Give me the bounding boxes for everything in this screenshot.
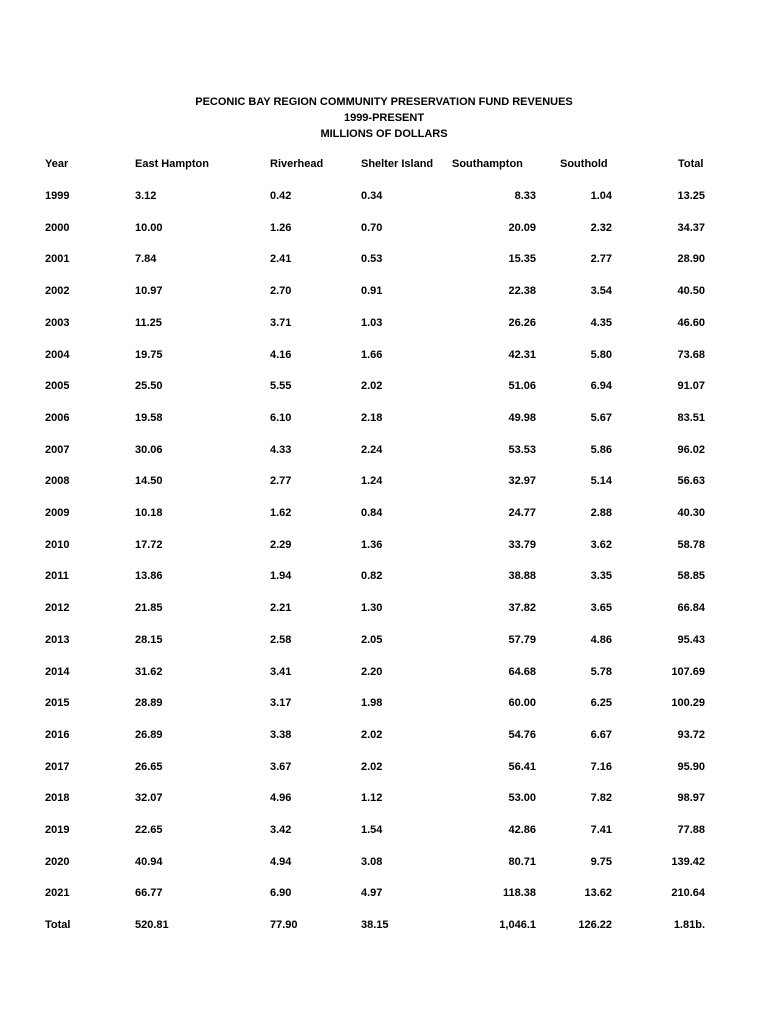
cell-southampton: 24.77 [508,507,536,519]
cell-east-hampton: 26.65 [135,761,163,773]
row-year: 2002 [45,285,70,297]
cell-southampton: 60.00 [508,697,536,709]
row-year: 2011 [45,570,69,582]
row-year: 2005 [45,380,70,392]
row-year: 2018 [45,792,70,804]
cell-southold: 6.25 [590,697,612,709]
cell-east-hampton: 10.00 [135,222,163,234]
table-row [0,727,768,743]
table-row [0,473,768,489]
cell-southold: 5.14 [590,475,612,487]
cell-southampton: 118.38 [502,887,536,899]
row-year: 2000 [45,222,70,234]
table-total-row [0,917,768,933]
row-year: 2015 [45,697,70,709]
header-riverhead: Riverhead [270,158,324,170]
row-year: 2020 [45,856,70,868]
cell-southampton: 1,046.1 [499,919,536,931]
cell-southold: 126.22 [578,919,612,931]
cell-shelter-island: 0.82 [361,570,383,582]
cell-southampton: 37.82 [508,602,536,614]
cell-southold: 3.65 [590,602,612,614]
cell-shelter-island: 2.02 [361,729,383,741]
cell-southold: 1.04 [590,190,612,202]
cell-east-hampton: 26.89 [135,729,163,741]
cell-riverhead: 6.90 [270,887,292,899]
cell-shelter-island: 1.12 [361,792,383,804]
cell-riverhead: 6.10 [270,412,292,424]
cell-total: 91.07 [677,380,705,392]
cell-east-hampton: 22.65 [135,824,163,836]
cell-shelter-island: 1.24 [361,475,383,487]
cell-southampton: 64.68 [508,666,536,678]
cell-total: 93.72 [677,729,705,741]
cell-total: 46.60 [677,317,705,329]
cell-riverhead: 2.21 [270,602,292,614]
row-year: 2008 [45,475,70,487]
cell-southold: 3.54 [590,285,612,297]
row-year: 2001 [45,253,70,265]
cell-southold: 5.67 [590,412,612,424]
cell-shelter-island: 4.97 [361,887,383,899]
cell-southold: 7.41 [590,824,612,836]
cell-southampton: 54.76 [508,729,536,741]
cell-southampton: 42.86 [508,824,536,836]
row-year: 2006 [45,412,70,424]
cell-total: 96.02 [677,444,705,456]
cell-riverhead: 4.96 [270,792,292,804]
cell-southold: 7.16 [590,761,612,773]
cell-shelter-island: 0.91 [361,285,383,297]
cell-shelter-island: 0.70 [361,222,383,234]
cell-total: 34.37 [677,222,705,234]
document-title: PECONIC BAY REGION COMMUNITY PRESERVATION FUND REVENUES [195,96,573,108]
cell-total: 210.64 [671,887,705,899]
cell-shelter-island: 3.08 [361,856,383,868]
cell-east-hampton: 10.97 [135,285,163,297]
cell-east-hampton: 3.12 [135,190,157,202]
cell-east-hampton: 11.25 [135,317,162,329]
cell-riverhead: 1.62 [270,507,292,519]
cell-riverhead: 3.67 [270,761,292,773]
cell-riverhead: 2.58 [270,634,292,646]
cell-riverhead: 2.29 [270,539,292,551]
cell-east-hampton: 17.72 [135,539,163,551]
row-year: 2014 [45,666,70,678]
cell-southold: 5.78 [590,666,612,678]
cell-east-hampton: 66.77 [135,887,163,899]
cell-riverhead: 3.17 [270,697,292,709]
table-row [0,410,768,426]
cell-southold: 5.80 [590,349,612,361]
cell-riverhead: 77.90 [270,919,298,931]
cell-riverhead: 0.42 [270,190,292,202]
row-year: Total [45,919,71,931]
cell-shelter-island: 2.20 [361,666,383,678]
table-row [0,632,768,648]
cell-riverhead: 2.41 [270,253,292,265]
cell-total: 28.90 [677,253,705,265]
document-subtitle-units: MILLIONS OF DOLLARS [320,128,448,140]
cell-shelter-island: 0.84 [361,507,383,519]
cell-riverhead: 2.77 [270,475,292,487]
cell-total: 58.85 [677,570,705,582]
cell-riverhead: 2.70 [270,285,292,297]
cell-shelter-island: 1.54 [361,824,383,836]
cell-riverhead: 3.38 [270,729,292,741]
cell-east-hampton: 30.06 [135,444,163,456]
cell-riverhead: 3.42 [270,824,292,836]
cell-shelter-island: 2.05 [361,634,383,646]
cell-southold: 4.86 [590,634,612,646]
header-east-hampton: East Hampton [135,158,209,170]
cell-total: 73.68 [677,349,705,361]
cell-shelter-island: 1.98 [361,697,383,709]
cell-shelter-island: 2.02 [361,380,383,392]
table-row [0,251,768,267]
table-row [0,822,768,838]
cell-east-hampton: 21.85 [135,602,163,614]
cell-southold: 13.62 [584,887,612,899]
cell-riverhead: 4.16 [270,349,292,361]
cell-east-hampton: 32.07 [135,792,163,804]
table-row [0,188,768,204]
cell-east-hampton: 25.50 [135,380,163,392]
cell-southampton: 49.98 [508,412,536,424]
cell-riverhead: 4.33 [270,444,292,456]
row-year: 2016 [45,729,70,741]
cell-shelter-island: 1.36 [361,539,383,551]
cell-total: 139.42 [671,856,705,868]
header-year: Year [45,158,69,170]
header-southold: Southold [560,158,608,170]
row-year: 2013 [45,634,70,646]
cell-southold: 9.75 [590,856,612,868]
cell-southold: 3.62 [590,539,612,551]
table-row [0,790,768,806]
cell-southampton: 32.97 [508,475,536,487]
table-header-row [0,156,768,172]
cell-east-hampton: 28.89 [135,697,163,709]
cell-shelter-island: 0.34 [361,190,383,202]
cell-shelter-island: 2.02 [361,761,383,773]
cell-southampton: 26.26 [508,317,536,329]
cell-southold: 6.94 [590,380,612,392]
row-year: 2017 [45,761,70,773]
cell-total: 1.81b. [673,919,705,931]
cell-riverhead: 1.94 [270,570,292,582]
table-row [0,664,768,680]
cell-southold: 7.82 [590,792,612,804]
cell-southold: 3.35 [590,570,612,582]
cell-east-hampton: 10.18 [135,507,163,519]
cell-total: 95.43 [677,634,705,646]
cell-total: 83.51 [677,412,705,424]
row-year: 2004 [45,349,70,361]
cell-east-hampton: 28.15 [135,634,163,646]
table-row [0,537,768,553]
cell-shelter-island: 38.15 [361,919,389,931]
cell-southold: 2.88 [590,507,612,519]
cell-east-hampton: 7.84 [135,253,157,265]
row-year: 2003 [45,317,70,329]
cell-southampton: 51.06 [508,380,536,392]
table-row [0,220,768,236]
table-row [0,695,768,711]
cell-east-hampton: 19.58 [135,412,163,424]
cell-east-hampton: 520.81 [135,919,169,931]
cell-riverhead: 1.26 [270,222,292,234]
cell-shelter-island: 1.03 [361,317,383,329]
cell-total: 40.30 [677,507,705,519]
table-row [0,885,768,901]
cell-southold: 4.35 [590,317,612,329]
table-row [0,442,768,458]
cell-east-hampton: 19.75 [135,349,163,361]
cell-southampton: 57.79 [508,634,536,646]
cell-total: 107.69 [671,666,705,678]
cell-southampton: 15.35 [508,253,536,265]
cell-southampton: 20.09 [508,222,536,234]
cell-east-hampton: 40.94 [135,856,163,868]
row-year: 2012 [45,602,70,614]
cell-east-hampton: 31.62 [135,666,163,678]
document-subtitle-period: 1999-PRESENT [343,112,425,124]
cell-southold: 2.32 [590,222,612,234]
cell-southampton: 80.71 [508,856,536,868]
table-row [0,347,768,363]
header-total: Total [678,158,704,170]
cell-total: 56.63 [677,475,705,487]
header-shelter-island: Shelter Island [361,158,434,170]
cell-southampton: 53.00 [508,792,536,804]
cell-southampton: 33.79 [508,539,536,551]
cell-southampton: 38.88 [508,570,536,582]
table-row [0,568,768,584]
cell-total: 13.25 [677,190,705,202]
cell-southold: 2.77 [590,253,612,265]
cell-southampton: 22.38 [508,285,536,297]
cell-total: 66.84 [677,602,705,614]
row-year: 2007 [45,444,70,456]
cell-southold: 5.86 [590,444,612,456]
cell-east-hampton: 13.86 [135,570,163,582]
cell-southampton: 56.41 [508,761,536,773]
row-year: 2010 [45,539,70,551]
cell-total: 95.90 [677,761,705,773]
cell-shelter-island: 1.30 [361,602,383,614]
table-row [0,283,768,299]
cell-shelter-island: 2.18 [361,412,383,424]
cell-riverhead: 5.55 [270,380,292,392]
row-year: 1999 [45,190,70,202]
cell-southold: 6.67 [590,729,612,741]
row-year: 2021 [45,887,70,899]
cell-total: 77.88 [677,824,705,836]
cell-total: 98.97 [677,792,705,804]
cell-riverhead: 3.41 [270,666,292,678]
cell-east-hampton: 14.50 [135,475,163,487]
table-row [0,600,768,616]
cell-southampton: 8.33 [514,190,536,202]
document-title-block [0,94,768,142]
table-row [0,854,768,870]
table-row [0,759,768,775]
cell-southampton: 42.31 [508,349,536,361]
cell-riverhead: 4.94 [270,856,292,868]
cell-riverhead: 3.71 [270,317,292,329]
cell-shelter-island: 1.66 [361,349,383,361]
header-southampton: Southampton [452,158,523,170]
cell-total: 58.78 [677,539,705,551]
table-row [0,505,768,521]
cell-southampton: 53.53 [508,444,536,456]
cell-total: 40.50 [677,285,705,297]
cell-shelter-island: 0.53 [361,253,383,265]
cell-shelter-island: 2.24 [361,444,383,456]
row-year: 2009 [45,507,70,519]
table-row [0,315,768,331]
cell-total: 100.29 [671,697,705,709]
row-year: 2019 [45,824,70,836]
table-row [0,378,768,394]
